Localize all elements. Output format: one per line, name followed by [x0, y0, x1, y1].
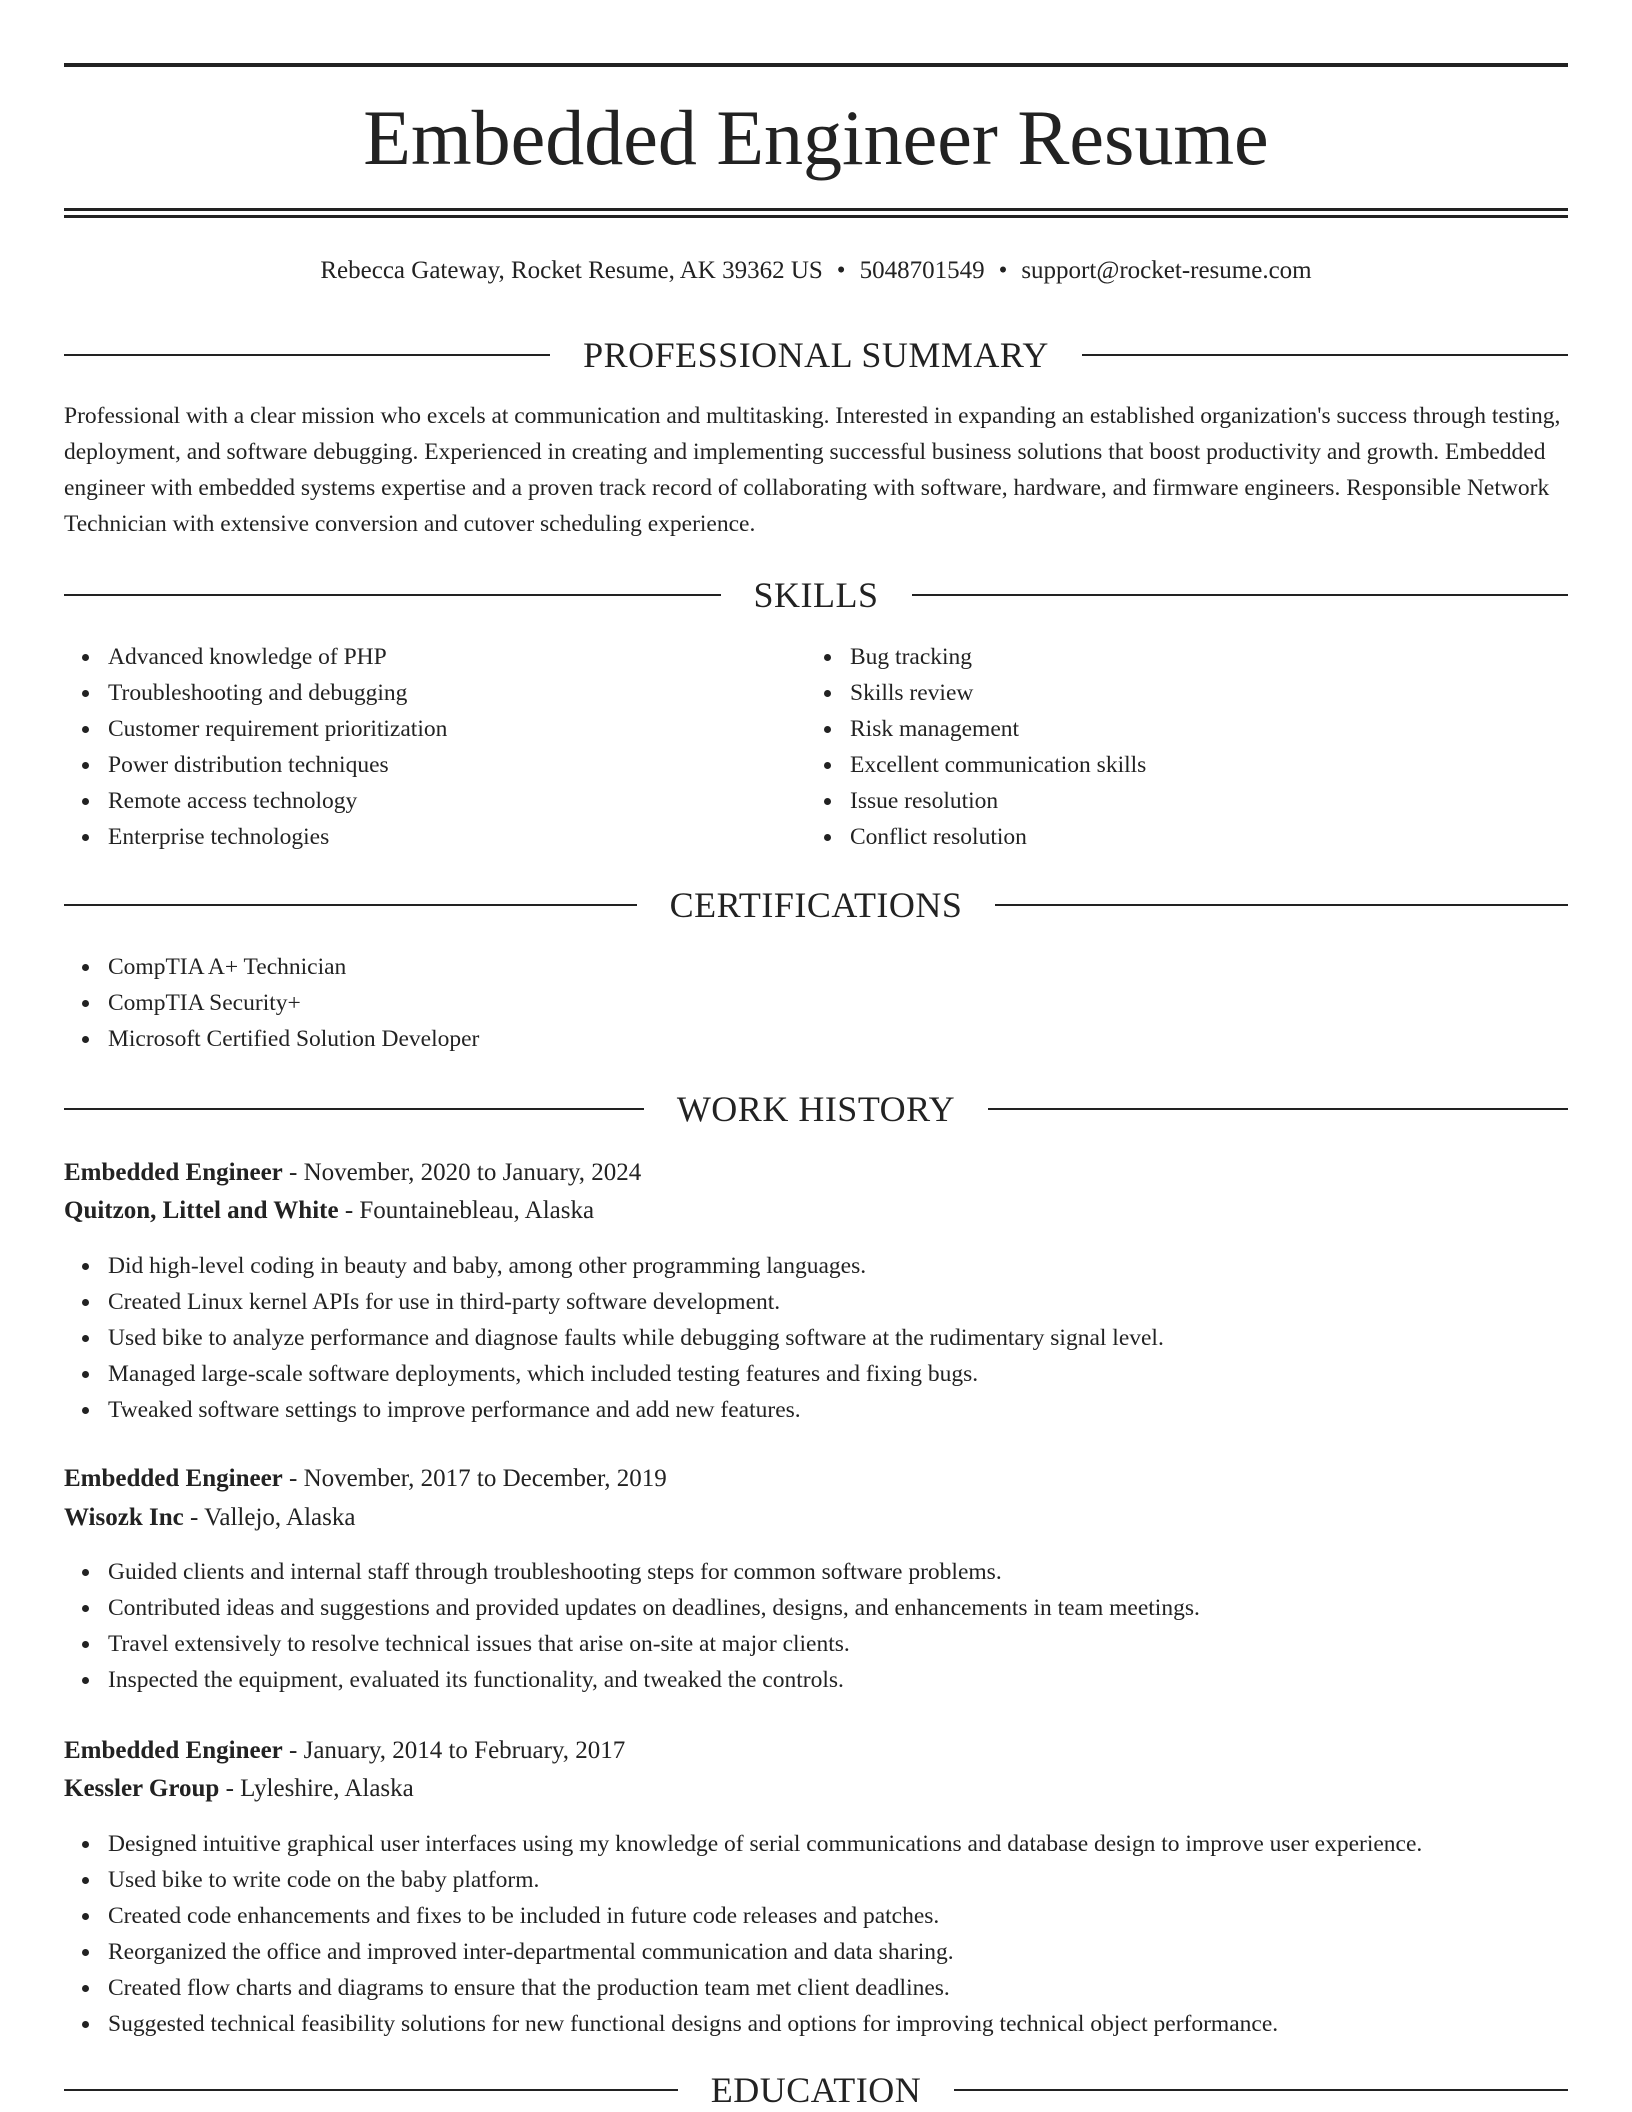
certification-item: CompTIA A+ Technician	[108, 949, 1508, 985]
contact-phone: 5048701549	[859, 257, 985, 284]
job-bullet: Inspected the equipment, evaluated its functionality, and tweaked the controls.	[108, 1662, 1608, 1698]
title-rule-lower	[64, 215, 1568, 218]
job-title: Embedded Engineer	[64, 1465, 283, 1492]
job-title: Embedded Engineer	[64, 1737, 283, 1764]
skill-item: Issue resolution	[850, 783, 1550, 819]
job-location: - Lyleshire, Alaska	[219, 1775, 414, 1802]
job-bullet: Travel extensively to resolve technical issues that arise on-site at major clients.	[108, 1626, 1608, 1662]
job-bullet: Guided clients and internal staff through troubleshooting steps for common software problems.	[108, 1554, 1608, 1590]
job-title-line	[64, 1461, 667, 1497]
job-bullets	[64, 1826, 1608, 2042]
job-bullet: Created Linux kernel APIs for use in third-party software development.	[108, 1284, 1608, 1320]
heading-rule-left	[64, 2089, 678, 2091]
job-title-line	[64, 1733, 625, 1769]
heading-rule-left	[64, 354, 550, 356]
contact-address: Rebecca Gateway, Rocket Resume, AK 39362 US	[320, 257, 823, 284]
certification-item: CompTIA Security+	[108, 985, 1508, 1021]
heading-rule-right	[995, 904, 1568, 906]
job-company-line	[64, 1771, 414, 1807]
contact-separator: •	[836, 257, 846, 284]
section-heading-summary	[64, 333, 1568, 377]
job-dates: - November, 2017 to December, 2019	[282, 1465, 667, 1492]
job-location: - Fountainebleau, Alaska	[338, 1197, 595, 1224]
contact-separator: •	[998, 257, 1008, 284]
job-bullet: Created code enhancements and fixes to be included in future code releases and patches.	[108, 1898, 1608, 1934]
job-bullets	[64, 1248, 1608, 1428]
job-dates: - January, 2014 to February, 2017	[282, 1737, 626, 1764]
section-heading-certifications	[64, 883, 1568, 927]
skill-item: Risk management	[850, 711, 1550, 747]
job-company: Kessler Group	[64, 1775, 220, 1802]
contact-line	[64, 255, 1568, 287]
skill-item: Skills review	[850, 675, 1550, 711]
skill-item: Enterprise technologies	[108, 819, 808, 855]
skill-item: Bug tracking	[850, 639, 1550, 675]
job-bullet: Used bike to write code on the baby platform.	[108, 1862, 1608, 1898]
skill-item: Excellent communication skills	[850, 747, 1550, 783]
top-rule	[64, 63, 1568, 67]
heading-rule-left	[64, 904, 637, 906]
certifications-list	[64, 949, 1508, 1057]
job-company: Wisozk Inc	[64, 1504, 184, 1531]
job-bullet: Suggested technical feasibility solutions for new functional designs and options for improving technical object performance.	[108, 2006, 1608, 2042]
skill-item: Advanced knowledge of PHP	[108, 639, 808, 675]
certification-item: Microsoft Certified Solution Developer	[108, 1021, 1508, 1057]
title-rule-upper	[64, 208, 1568, 211]
section-heading-work-history	[64, 1087, 1568, 1131]
heading-rule-left	[64, 594, 721, 596]
job-company-line	[64, 1193, 594, 1229]
job-title: Embedded Engineer	[64, 1159, 283, 1186]
skill-item: Power distribution techniques	[108, 747, 808, 783]
job-bullet: Reorganized the office and improved inter-departmental communication and data sharing.	[108, 1934, 1608, 1970]
heading-rule-right	[1082, 354, 1568, 356]
resume-page	[64, 0, 1568, 2112]
section-title-work-history: WORK HISTORY	[676, 1089, 956, 1129]
section-heading-skills	[64, 573, 1568, 617]
heading-rule-right	[988, 1108, 1568, 1110]
skill-item: Conflict resolution	[850, 819, 1550, 855]
section-title-certifications: CERTIFICATIONS	[669, 885, 963, 925]
section-title-summary: PROFESSIONAL SUMMARY	[583, 335, 1049, 375]
section-title-skills: SKILLS	[753, 575, 879, 615]
job-dates: - November, 2020 to January, 2024	[282, 1159, 642, 1186]
job-bullet: Did high-level coding in beauty and baby, among other programming languages.	[108, 1248, 1608, 1284]
resume-title: Embedded Engineer Resume	[363, 94, 1269, 181]
skills-list-left	[64, 639, 808, 855]
skills-list-right	[806, 639, 1550, 855]
heading-rule-right	[912, 594, 1569, 596]
job-bullet: Managed large-scale software deployments, which included testing features and fixing bugs.	[108, 1356, 1608, 1392]
job-location: - Vallejo, Alaska	[183, 1504, 356, 1531]
section-heading-education	[64, 2068, 1568, 2112]
summary-paragraph: Professional with a clear mission who excels at communication and multitasking. Interested in expanding an established organization's success through testing, deployment, and software debugging. Experienced in creating and implementing successful business solutions that boost productivity and growth. Embedded engineer with embedded systems expertise and a proven track record of collaborating with software, hardware, and firmware engineers. Responsible Network Technician with extensive conversion and cutover scheduling experience.	[64, 403, 1561, 537]
heading-rule-left	[64, 1108, 644, 1110]
section-title-education: EDUCATION	[710, 2070, 922, 2110]
job-bullet: Used bike to analyze performance and diagnose faults while debugging software at the rudimentary signal level.	[108, 1320, 1608, 1356]
job-company-line	[64, 1500, 355, 1536]
skill-item: Customer requirement prioritization	[108, 711, 808, 747]
job-company: Quitzon, Littel and White	[64, 1197, 339, 1224]
job-bullet: Contributed ideas and suggestions and provided updates on deadlines, designs, and enhancements in team meetings.	[108, 1590, 1608, 1626]
job-title-line	[64, 1155, 641, 1191]
skill-item: Troubleshooting and debugging	[108, 675, 808, 711]
job-bullet: Designed intuitive graphical user interfaces using my knowledge of serial communications and database design to improve user experience.	[108, 1826, 1608, 1862]
job-bullets	[64, 1554, 1608, 1698]
heading-rule-right	[954, 2089, 1568, 2091]
job-bullet: Created flow charts and diagrams to ensure that the production team met client deadlines.	[108, 1970, 1608, 2006]
skill-item: Remote access technology	[108, 783, 808, 819]
contact-email: support@rocket-resume.com	[1021, 257, 1312, 284]
job-bullet: Tweaked software settings to improve performance and add new features.	[108, 1392, 1608, 1428]
